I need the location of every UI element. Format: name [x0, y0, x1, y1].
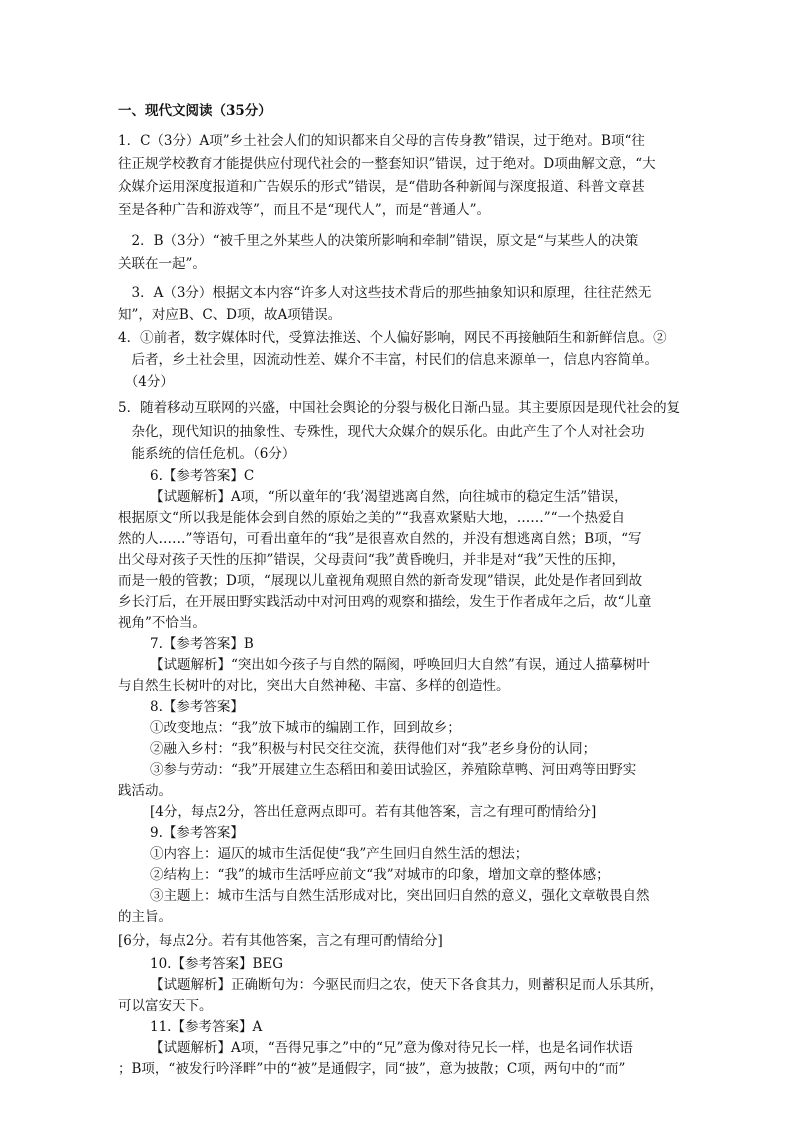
answer-10-line-1: 【试题解析】正确断句为：今驱民而归之农，使天下各食其力，则蓄积足而人乐其所，: [150, 977, 663, 993]
section-heading: 一、现代文阅读（35分）: [118, 103, 272, 119]
answer-4-line-2: 后者，乡土社会里，因流动性差、媒介不丰富，村民们的信息来源单一，信息内容简单。: [118, 352, 658, 368]
answer-3-line-1: 3．A（3分）根据文本内容“许多人对这些技术背后的那些抽象知识和原理，往往茫然无: [118, 285, 652, 301]
answer-8-point-1: ①改变地点：“我”放下城市的编剧工作，回到故乡；: [150, 720, 461, 736]
answer-6-line-1: 【试题解析】A项，“所以童年的‘我’渴望逃离自然，向往城市的稳定生活”错误，: [150, 489, 628, 505]
answer-4-line-1: 4．①前者，数字媒体时代，受算法推送、个人偏好影响，网民不再接触陌生和新鲜信息。②: [118, 330, 667, 346]
answer-4-line-3: （4分）: [118, 374, 174, 390]
answer-11-line-2: ；B项，“被发行吟泽畔”中的“被”是通假字，同“披”，意为披散；C项，两句中的“而”: [118, 1061, 626, 1077]
answer-9-point-3: ③主题上：城市生活与自然生活形成对比，突出回归自然的意义，强化文章敬畏自然: [150, 888, 650, 904]
answer-2-line-2: 关联在一起”。: [118, 256, 206, 272]
answer-2-line-1: 2．B（3分）“被千里之外某些人的决策所影响和牵制”错误，原文是“与某些人的决策: [118, 233, 639, 249]
answer-6-key: 6.【参考答案】C: [150, 468, 255, 484]
answer-7-key: 7.【参考答案】B: [150, 636, 254, 652]
answer-6-line-7: 视角”不恰当。: [118, 615, 206, 631]
answer-9-point-1: ①内容上：逼仄的城市生活促使“我”产生回归自然生活的想法；: [150, 846, 529, 862]
answer-11-line-1: 【试题解析】A项，“吾得兄事之”中的“兄”意为像对待兄长一样，也是名词作状语: [150, 1040, 633, 1056]
answer-8-point-3-cont: 践活动。: [118, 783, 172, 799]
answer-8-key: 8.【参考答案】: [150, 699, 244, 715]
answer-8-scoring: [4分，每点2分，答出任意两点即可。若有其他答案，言之有理可酌情给分]: [150, 804, 597, 820]
answer-7-line-1: 【试题解析】“突出如今孩子与自然的隔阂，呼唤回归大自然”有误，通过人描摹树叶: [150, 657, 650, 673]
answer-9-point-3-cont: 的主旨。: [118, 909, 172, 925]
answer-11-key: 11.【参考答案】A: [150, 1019, 263, 1035]
answer-9-key: 9.【参考答案】: [150, 825, 244, 841]
answer-6-line-3: 然的人……”等语句，可看出童年的“我”是很喜欢自然的，并没有想逃离自然；B项，“写: [118, 531, 642, 547]
answer-8-point-3: ③参与劳动：“我”开展建立生态稻田和姜田试验区，养殖除草鸭、河田鸡等田野实: [150, 762, 637, 778]
answer-3-line-2: 知”，对应B、C、D项，故A项错误。: [118, 307, 342, 323]
answer-6-line-6: 乡长汀后，在开展田野实践活动中对河田鸡的观察和描绘，发生于作者成年之后，故“儿童: [118, 594, 652, 610]
answer-1-line-2: 往正规学校教育才能提供应付现代社会的一整套知识”错误，过于绝对。D项曲解文意，“大: [118, 156, 656, 172]
answer-6-line-5: 而是一般的管教；D项，“展现以儿童视角观照自然的新奇发现”错误，此处是作者回到故: [118, 573, 643, 589]
answer-5-line-1: 5．随着移动互联网的兴盛，中国社会舆论的分裂与极化日渐凸显。其主要原因是现代社会的复: [118, 400, 681, 416]
answer-10-line-2: 可以富安天下。: [118, 998, 213, 1014]
answer-9-point-2: ②结构上：“我”的城市生活呼应前文“我”对城市的印象，增加文章的整体感；: [150, 867, 610, 883]
answer-5-line-2: 杂化，现代知识的抽象性、专殊性，现代大众媒介的娱乐化。由此产生了个人对社会功: [118, 424, 645, 440]
answer-8-point-2: ②融入乡村：“我”积极与村民交往交流，获得他们对“我”老乡身份的认同；: [150, 741, 597, 757]
answer-10-key: 10.【参考答案】BEG: [150, 956, 284, 972]
answer-1-line-3: 众媒介运用深度报道和广告娱乐的形式”错误，是“借助各种新闻与深度报道、科普文章甚: [118, 179, 645, 195]
answer-7-line-2: 与自然生长树叶的对比，突出大自然神秘、丰富、多样的创造性。: [118, 678, 510, 694]
answer-6-line-2: 根据原文“所以我是能体会到自然的原始之美的”“我喜欢紧贴大地，……”“一个热爱自: [118, 510, 626, 526]
answer-1-line-4: 至是各种广告和游戏等”，而且不是“现代人”，而是“普通人”。: [118, 202, 491, 218]
answer-9-scoring: [6分，每点2分。若有其他答案，言之有理可酌情给分]: [118, 933, 443, 949]
answer-6-line-4: 出父母对孩子天性的压抑”错误，父母责问“我”黄昏晚归，并非是对“我”天性的压抑，: [118, 552, 626, 568]
answer-5-line-3: 能系统的信任危机。（6分）: [118, 446, 296, 462]
answer-1-line-1: 1．C（3分）A项”乡土社会人们的知识都来自父母的言传身教”错误，过于绝对。B项“往: [118, 133, 645, 149]
